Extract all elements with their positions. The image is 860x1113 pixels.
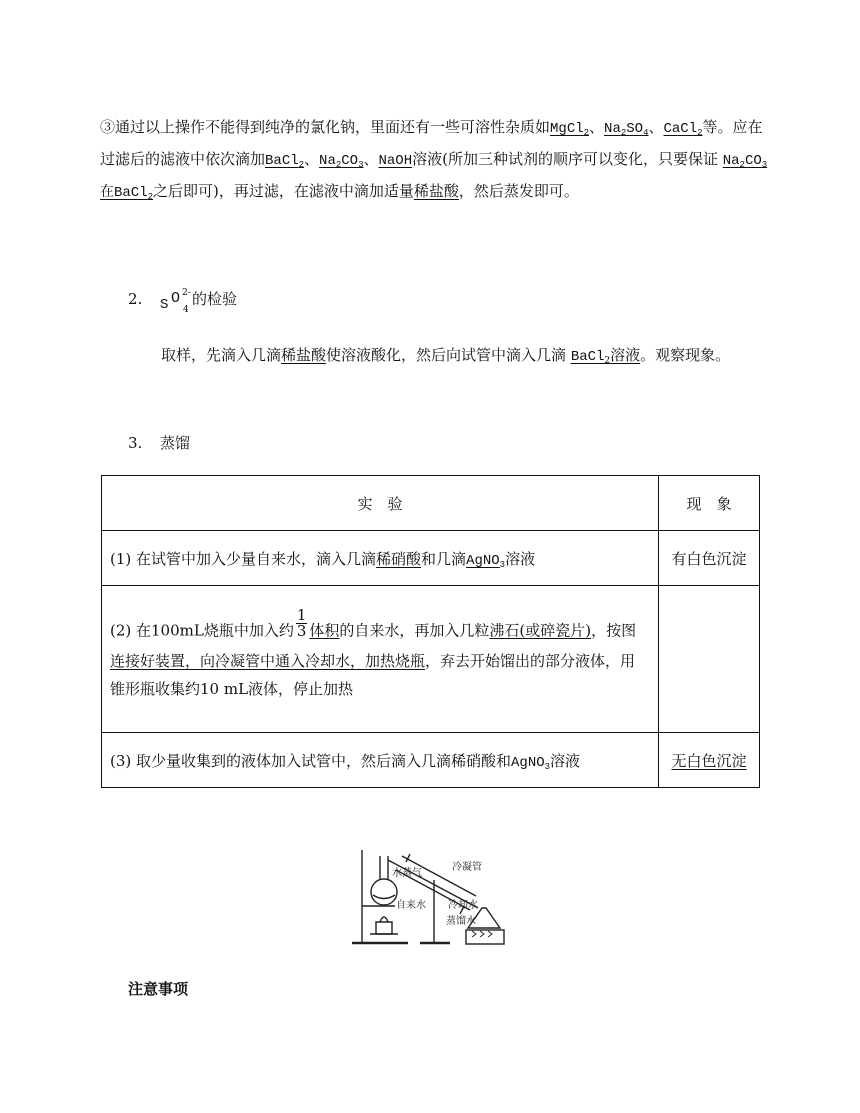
phenomenon-cell: 有白色沉淀 (659, 531, 760, 586)
reagent-hcl: 稀盐酸 (413, 182, 459, 200)
header-phenomenon: 现 象 (659, 476, 760, 531)
formula-bacl2: BaCl$_2$ (265, 153, 305, 170)
phenomenon-cell: 无白色沉淀 (659, 733, 760, 788)
label-tap-water: 自来水 (396, 900, 426, 911)
experiment-cell: (3) 取少量收集到的液体加入试管中，然后滴入几滴稀硝酸和AgNO$_3$溶液 (102, 733, 659, 788)
table-row (102, 531, 760, 586)
phenomenon-cell (659, 586, 760, 733)
label-water-vapor: 水蒸气 (392, 868, 422, 879)
formula-agno3: AgNO$_3$ (466, 552, 506, 570)
flask (371, 879, 397, 905)
table-row (102, 733, 760, 788)
table-header-row (102, 476, 760, 531)
distillation-apparatus-figure (350, 842, 510, 948)
formula-na2so4: $Na_2SO_4$ (604, 121, 649, 138)
fraction-one-third: $\frac{1}{3}$ (296, 605, 307, 640)
receiver-base (466, 930, 504, 944)
section-heading-distillation: 3. 蒸馏 (128, 434, 191, 452)
formula-naoh: NaOH (378, 153, 413, 169)
experiment-cell: (1) 在试管中加入少量自来水，滴入几滴稀硝酸和几滴AgNO$_3$溶液 (102, 531, 659, 586)
label-cooling-water: 冷却水 (448, 900, 478, 911)
formula-bacl2-solution: BaCl$_2$溶液 (570, 346, 641, 366)
table-row (102, 586, 760, 733)
sulfate-ion-formula: S O 2- 4 (160, 288, 191, 315)
experiment-cell: (2) 在100mL烧瓶中加入约 $\frac{1}{3}$ 体积的自来水，再加入几粒沸石(或碎瓷片)，按图连接好装置，向冷凝管中通入冷却水，加热烧瓶，弃去开始馏出的部分液体，用锥形瓶收集约10 mL液体，停止加热 (102, 586, 659, 733)
formula-mgcl2: MgCl$_2$ (550, 121, 590, 138)
header-experiment: 实 验 (102, 476, 659, 531)
label-condenser: 冷凝管 (452, 862, 482, 873)
label-distilled-water: 蒸馏水 (446, 916, 476, 927)
paragraph-impurity-removal: ③通过以上操作不能得到纯净的氯化钠，里面还有一些可溶性杂质如MgCl$_2$、$Na_2SO_4$、CaCl$_2$等。应在过滤后的滤液中依次滴加BaCl$_2$、$Na_2CO_3$、NaOH溶液(所加三种试剂的顺序可以变化，只要保证 $Na_2CO_3$在BaCl$_2$之后即可)，再过滤，在滤液中滴加适量稀盐酸，然后蒸发即可。 (100, 118, 768, 202)
formula-cacl2: CaCl$_2$ (663, 121, 703, 138)
formula-na2co3-order: $Na_2CO_3$在BaCl$_2$ (100, 153, 768, 202)
paragraph-sulfate-procedure: 取样，先滴入几滴稀盐酸使溶液酸化，然后向试管中滴入几滴 BaCl$_2$溶液。观察现象。 (161, 346, 731, 366)
formula-na2co3: $Na_2CO_3$ (319, 153, 364, 170)
section-heading-sulfate-test: 2. S O 2- 4 的检验 (128, 288, 238, 315)
notes-heading: 注意事项 (128, 980, 189, 998)
burner (376, 922, 392, 934)
distillation-table (101, 475, 760, 788)
